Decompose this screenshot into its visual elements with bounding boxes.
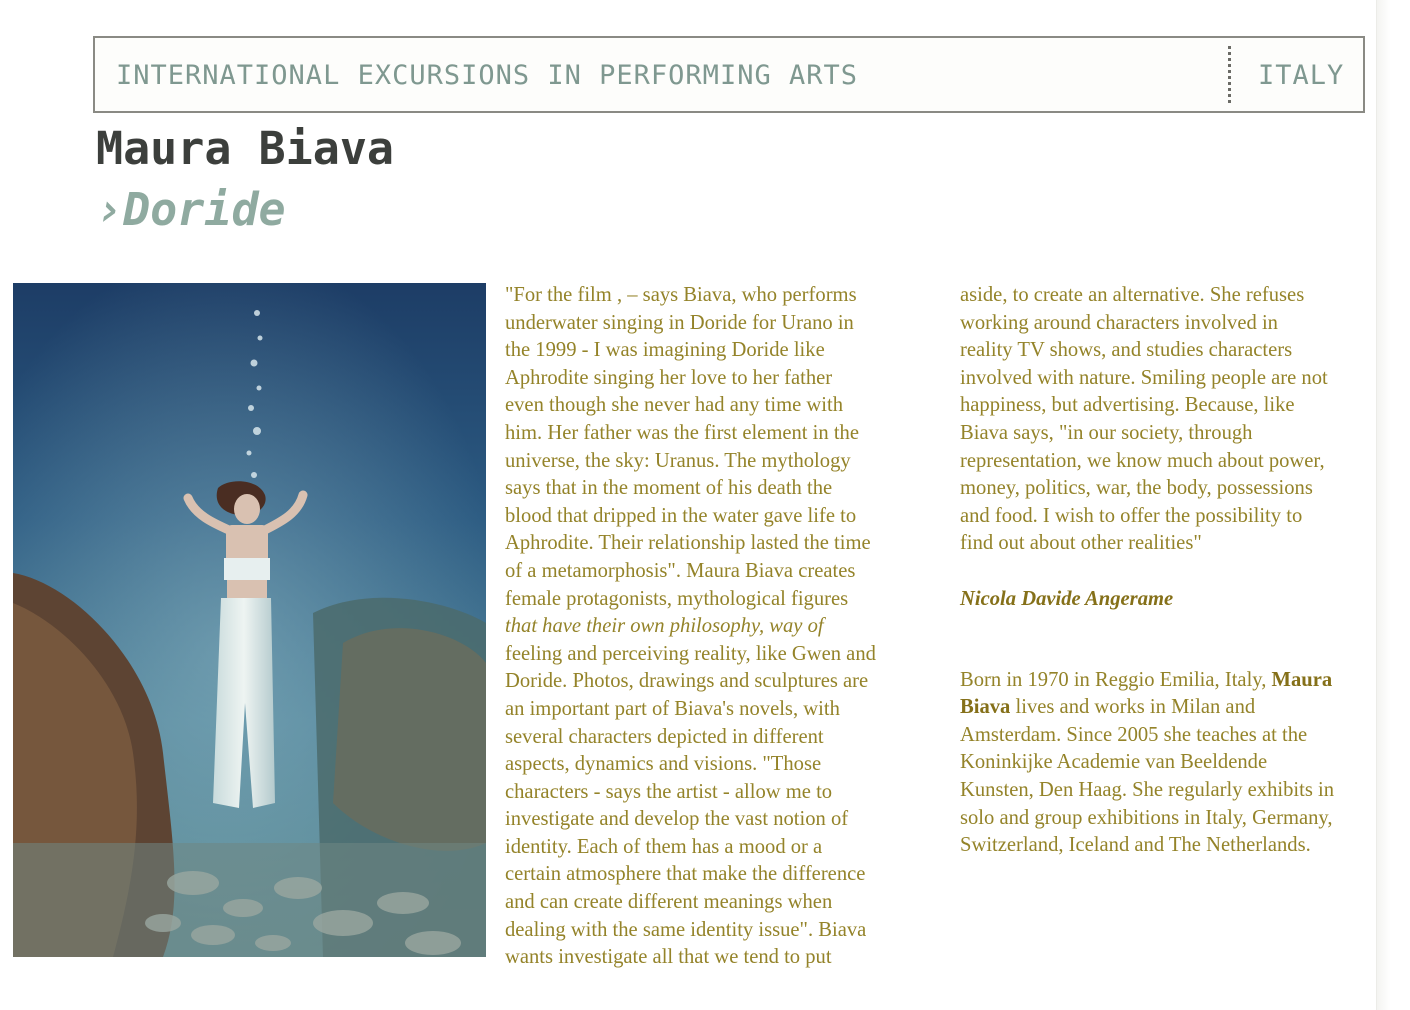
- artist-name: Maura Biava: [96, 122, 395, 175]
- underwater-performer-photo: [13, 283, 486, 957]
- article-line: "For the film , – says Biava, who performs: [505, 284, 857, 306]
- article-line: certain atmosphere that make the difference: [505, 863, 866, 886]
- article-column-2: [960, 282, 1390, 860]
- bio-line: Switzerland, Iceland and The Netherlands.: [960, 834, 1311, 857]
- article-line: underwater singing in Doride for Urano in: [505, 311, 854, 334]
- article-line: happiness, but advertising. Because, like: [960, 394, 1295, 417]
- bio-artist-name: Biava: [960, 696, 1011, 719]
- article-line: that have their own philosophy, way of: [505, 615, 824, 638]
- article-line: characters - says the artist - allow me to: [505, 780, 833, 803]
- article-line: feeling and perceiving reality, like Gwen and: [505, 642, 876, 665]
- article-line: of a metamorphosis". Maura Biava creates: [505, 559, 856, 582]
- bio-rest: [960, 722, 1390, 860]
- article-line: investigate and develop the vast notion of: [505, 808, 849, 831]
- bio-text: lives and works in Milan and: [1010, 696, 1256, 719]
- article-line: Aphrodite singing her love to her father: [505, 366, 833, 389]
- bio-line: Amsterdam. Since 2005 she teaches at the: [960, 723, 1308, 746]
- article-line: several characters depicted in different: [505, 725, 824, 748]
- article-line: female protagonists, mythological figures: [505, 587, 849, 610]
- article-line: working around characters involved in: [960, 311, 1278, 334]
- article-line: find out about other realities": [960, 532, 1202, 555]
- article-line: Aphrodite. Their relationship lasted the time: [505, 532, 871, 555]
- article-line: says that in the moment of his death the: [505, 477, 833, 500]
- article-line: the 1999 - I was imagining Doride like: [505, 339, 825, 362]
- section-header: [93, 36, 1365, 113]
- article-line: identity. Each of them has a mood or a: [505, 835, 823, 858]
- article-line: an important part of Biava's novels, with: [505, 697, 840, 720]
- bio-line: [960, 694, 1390, 722]
- article-line: representation, we know much about power,: [960, 449, 1325, 472]
- bio-line: Koninkijke Academie van Beeldende: [960, 751, 1268, 774]
- country-label: ITALY: [1258, 60, 1345, 91]
- article-line: universe, the sky: Uranus. The mythology: [505, 449, 851, 472]
- article-column-2-text: [960, 282, 1390, 558]
- article-line: dealing with the same identity issue". Biava: [505, 918, 867, 941]
- article-line: money, politics, war, the body, possessions: [960, 477, 1313, 500]
- bio-artist-name: Maura: [1271, 668, 1333, 691]
- artist-bio: [960, 667, 1390, 860]
- bio-line: solo and group exhibitions in Italy, Germany,: [960, 806, 1333, 829]
- article-line: wants investigate all that we tend to put: [505, 946, 832, 969]
- author-signature: Nicola Davide Angerame: [960, 587, 1174, 610]
- bio-line: Kunsten, Den Haag. She regularly exhibits in: [960, 778, 1335, 801]
- article-line: Biava says, "in our society, through: [960, 421, 1253, 444]
- article-column-1: [505, 282, 937, 972]
- bio-line: [960, 667, 1390, 695]
- article-line: reality TV shows, and studies characters: [960, 339, 1293, 362]
- section-title: INTERNATIONAL EXCURSIONS IN PERFORMING ARTS: [116, 60, 858, 91]
- bio-text: Born in 1970 in Reggio Emilia, Italy,: [960, 668, 1272, 691]
- article-line: aside, to create an alternative. She refuses: [960, 284, 1305, 306]
- work-title: ›Doride: [96, 183, 286, 236]
- article-line: Doride. Photos, drawings and sculptures are: [505, 670, 869, 693]
- article-line: involved with nature. Smiling people are not: [960, 366, 1328, 389]
- article-line: blood that dripped in the water gave life to: [505, 504, 857, 527]
- article-line: and can create different meanings when: [505, 891, 833, 914]
- dotted-divider: [1228, 46, 1231, 103]
- article-line: and food. I wish to offer the possibility to: [960, 504, 1303, 527]
- article-line: even though she never had any time with: [505, 394, 843, 417]
- article-line: aspects, dynamics and visions. "Those: [505, 753, 822, 776]
- article-line: him. Her father was the first element in the: [505, 421, 859, 444]
